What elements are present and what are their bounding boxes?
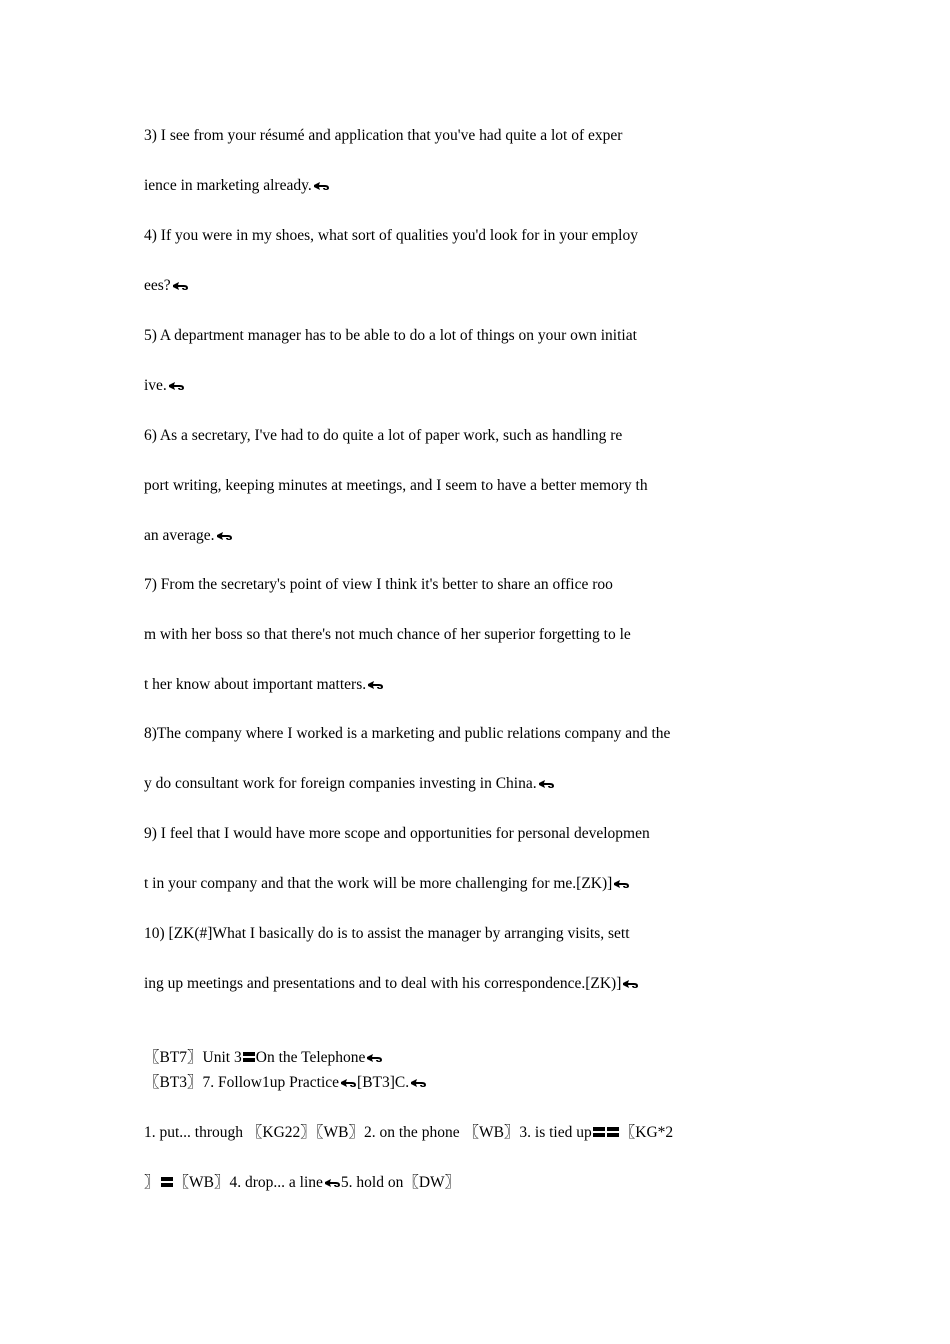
section-heading bbox=[144, 1073, 427, 1093]
unit-tag: 〖BT7〗Unit 3 bbox=[144, 1049, 242, 1066]
unit-heading bbox=[144, 1048, 383, 1068]
answers-text: 1. put... through 〖KG22〗〖WB〗2. on the phone 〖WB〗3. is tied up bbox=[144, 1124, 592, 1141]
paragraph-mark-icon bbox=[622, 979, 639, 989]
line-text: 10) [ZK(#]What I basically do is to assist the manager by arranging visits, sett bbox=[144, 925, 630, 942]
section-prefix: 〖BT3〗7. Follow1up Practice bbox=[144, 1074, 340, 1091]
text-line bbox=[144, 874, 630, 894]
line-text: ive. bbox=[144, 377, 167, 394]
text-line bbox=[144, 625, 631, 645]
paragraph-mark-icon bbox=[367, 680, 384, 690]
answers-text: 〗 bbox=[144, 1174, 160, 1191]
paragraph-mark-icon bbox=[216, 531, 233, 541]
line-text: m with her boss so that there's not much chance of her superior forgetting to le bbox=[144, 626, 631, 643]
paragraph-mark-icon bbox=[172, 281, 189, 291]
text-line bbox=[144, 476, 648, 496]
line-text: y do consultant work for foreign companies investing in China. bbox=[144, 775, 537, 792]
line-text: 5) A department manager has to be able to do a lot of things on your own initiat bbox=[144, 327, 637, 344]
text-line bbox=[144, 774, 555, 794]
double-bar-icon bbox=[160, 1177, 174, 1188]
text-line bbox=[144, 276, 189, 296]
text-line bbox=[144, 126, 622, 146]
line-text: ience in marketing already. bbox=[144, 177, 312, 194]
double-bar-icon bbox=[592, 1127, 606, 1138]
line-text: 3) I see from your résumé and application that you've had quite a lot of exper bbox=[144, 127, 623, 144]
paragraph-mark-icon bbox=[340, 1078, 357, 1088]
paragraph-mark-icon bbox=[410, 1078, 427, 1088]
line-text: 9) I feel that I would have more scope and opportunities for personal developmen bbox=[144, 825, 650, 842]
text-line bbox=[144, 176, 330, 196]
paragraph-mark-icon bbox=[366, 1053, 383, 1063]
answers-line bbox=[144, 1123, 673, 1143]
text-line bbox=[144, 824, 650, 844]
line-text: t her know about important matters. bbox=[144, 676, 367, 693]
text-line bbox=[144, 326, 637, 346]
unit-title: On the Telephone bbox=[255, 1049, 366, 1066]
text-line bbox=[144, 226, 638, 246]
answers-text: 5. hold on〖DW〗 bbox=[340, 1174, 461, 1191]
text-line bbox=[144, 376, 185, 396]
line-text: port writing, keeping minutes at meetings, and I seem to have a better memory th bbox=[144, 477, 648, 494]
line-text: an average. bbox=[144, 527, 215, 544]
answers-line bbox=[144, 1173, 460, 1193]
paragraph-mark-icon bbox=[613, 879, 630, 889]
paragraph-mark-icon bbox=[168, 381, 185, 391]
section-suffix: [BT3]C. bbox=[357, 1074, 410, 1091]
answers-text: 〖WB〗4. drop... a line bbox=[173, 1174, 323, 1191]
line-text: 4) If you were in my shoes, what sort of qualities you'd look for in your employ bbox=[144, 227, 638, 244]
text-line bbox=[144, 974, 639, 994]
text-line bbox=[144, 675, 384, 695]
double-bar-icon bbox=[606, 1127, 620, 1138]
paragraph-mark-icon bbox=[324, 1178, 341, 1188]
line-text: ees? bbox=[144, 277, 171, 294]
line-text: 7) From the secretary's point of view I think it's better to share an office roo bbox=[144, 576, 613, 593]
double-bar-icon bbox=[242, 1052, 256, 1063]
line-text: ing up meetings and presentations and to deal with his correspondence.[ZK)] bbox=[144, 975, 622, 992]
paragraph-mark-icon bbox=[538, 779, 555, 789]
text-line bbox=[144, 426, 622, 446]
text-line bbox=[144, 724, 670, 744]
line-text: t in your company and that the work will be more challenging for me.[ZK)] bbox=[144, 875, 613, 892]
line-text: 6) As a secretary, I've had to do quite a lot of paper work, such as handling re bbox=[144, 427, 623, 444]
answers-text: 〖KG*2 bbox=[619, 1124, 674, 1141]
text-line bbox=[144, 526, 233, 546]
line-text: 8)The company where I worked is a marketing and public relations company and the bbox=[144, 725, 671, 742]
paragraph-mark-icon bbox=[313, 181, 330, 191]
text-line bbox=[144, 575, 613, 595]
text-line bbox=[144, 924, 630, 944]
